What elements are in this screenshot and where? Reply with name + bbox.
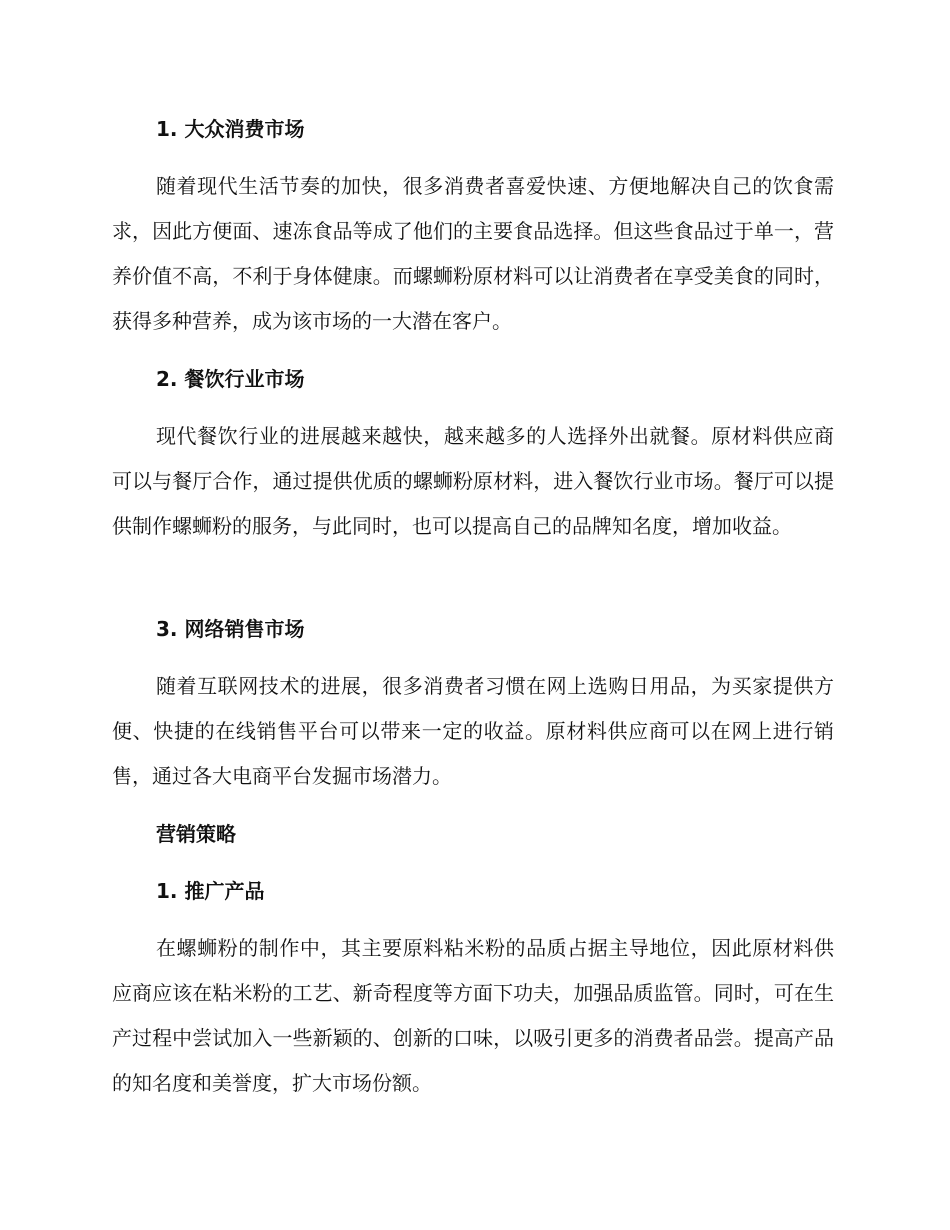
- section-3-heading: 3. 网络销售市场: [156, 617, 305, 641]
- section-2-paragraph: 现代餐饮行业的进展越来越快，越来越多的人选择外出就餐。原材料供应商可以与餐厅合作，通过提供优质的螺蛳粉原材料，进入餐饮行业市场。餐厅可以提供制作螺蛳粉的服务，与此同时，也可以提高自己的品牌知名度，增加收益。: [112, 424, 834, 538]
- section-3-paragraph: 随着互联网技术的进展，很多消费者习惯在网上选购日用品，为买家提供方便、快捷的在线销售平台可以带来一定的收益。原材料供应商可以在网上进行销售，通过各大电商平台发掘市场潜力。: [112, 674, 834, 788]
- section-1-heading: 1. 大众消费市场: [156, 117, 305, 141]
- strategy-subsection-heading: 1. 推广产品: [156, 879, 265, 903]
- strategy-heading: 营销策略: [156, 822, 236, 846]
- section-2-heading: 2. 餐饮行业市场: [156, 367, 305, 391]
- strategy-subsection-paragraph: 在螺蛳粉的制作中，其主要原料粘米粉的品质占据主导地位，因此原材料供应商应该在粘米粉的工艺、新奇程度等方面下功夫，加强品质监管。同时，可在生产过程中尝试加入一些新颖的、创新的口味，以吸引更多的消费者品尝。提高产品的知名度和美誉度，扩大市场份额。: [112, 936, 834, 1095]
- section-1-paragraph: 随着现代生活节奏的加快，很多消费者喜爱快速、方便地解决自己的饮食需求，因此方便面、速冻食品等成了他们的主要食品选择。但这些食品过于单一，营养价值不高，不利于身体健康。而螺蛳粉原材料可以让消费者在享受美食的同时，获得多种营养，成为该市场的一大潜在客户。: [112, 174, 834, 333]
